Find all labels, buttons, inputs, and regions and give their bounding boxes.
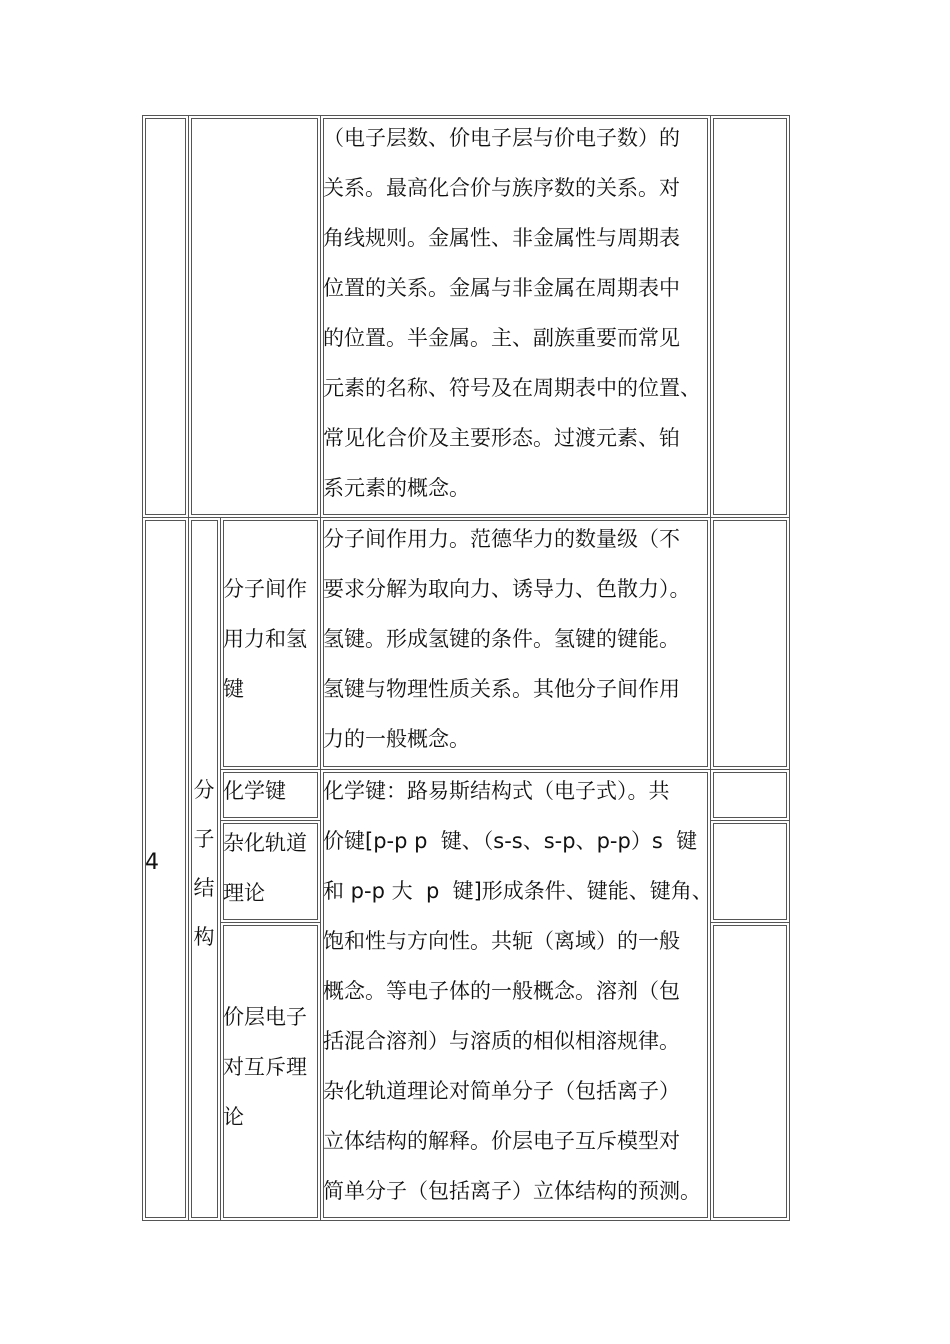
row1-content-line: 常见化合价及主要形态。过渡元素、铂 <box>323 426 680 450</box>
content-line: 价键[p-p p 键、（s-s、s-p、p-p）s 键 <box>323 829 698 853</box>
category-char: 构 <box>193 925 215 949</box>
content-line: 化学键：路易斯结构式（电子式）。共 <box>323 779 670 803</box>
category-label <box>191 766 217 962</box>
extra-cell <box>710 922 790 1221</box>
category-char: 子 <box>193 827 215 851</box>
content-line: 简单分子（包括离子）立体结构的预测。 <box>323 1179 701 1203</box>
extra-cell <box>710 517 790 770</box>
topic-label-line: 化学键 <box>223 779 286 803</box>
topic-label-line: 对互斥理 <box>223 1055 307 1079</box>
topic-label-line: 论 <box>223 1105 244 1129</box>
topic-label-line: 杂化轨道 <box>223 831 307 855</box>
extra-cell <box>710 769 790 821</box>
content-line: 概念。等电子体的一般概念。溶剂（包 <box>323 979 680 1003</box>
category-char: 分 <box>193 778 215 802</box>
content-line: 分子间作用力。范德华力的数量级（不 <box>323 527 680 551</box>
content-line: 饱和性与方向性。共轭（离域）的一般 <box>323 929 680 953</box>
content-line: 氢键。形成氢键的条件。氢键的键能。 <box>323 627 680 651</box>
content-line: 要求分解为取向力、诱导力、色散力）。 <box>323 577 691 601</box>
category-char: 结 <box>193 876 215 900</box>
row1-content-line: 关系。最高化合价与族序数的关系。对 <box>323 176 680 200</box>
content-line: 杂化轨道理论对简单分子（包括离子） <box>323 1079 680 1103</box>
topic-label-line: 键 <box>223 677 244 701</box>
row1-number-cell <box>142 115 189 518</box>
row1-content-line: 角线规则。金属性、非金属性与周期表 <box>323 226 680 250</box>
topic-label-line: 分子间作 <box>223 577 307 601</box>
topic-label-line: 理论 <box>223 881 265 905</box>
row-number: 4 <box>145 850 159 875</box>
row1-content-line: 元素的名称、符号及在周期表中的位置、 <box>323 376 701 400</box>
content-line: 立体结构的解释。价层电子互斥模型对 <box>323 1129 680 1153</box>
topic-label-line: 用力和氢 <box>223 627 307 651</box>
content-line: 括混合溶剂）与溶质的相似相溶规律。 <box>323 1029 680 1053</box>
content-line: 力的一般概念。 <box>323 727 470 751</box>
content-line: 氢键与物理性质关系。其他分子间作用 <box>323 677 680 701</box>
row1-content-line: 的位置。半金属。主、副族重要而常见 <box>323 326 680 350</box>
row1-content-line: 系元素的概念。 <box>323 476 470 500</box>
row1-content-line: （电子层数、价电子层与价电子数）的 <box>323 126 680 150</box>
row1-topic-cell <box>188 115 321 518</box>
row1-extra-cell <box>710 115 790 518</box>
extra-cell <box>710 820 790 923</box>
topic-label-line: 价层电子 <box>223 1005 307 1029</box>
row1-content-line: 位置的关系。金属与非金属在周期表中 <box>323 276 680 300</box>
content-line: 和 p-p 大 p 键]形成条件、键能、键角、 <box>323 879 713 903</box>
